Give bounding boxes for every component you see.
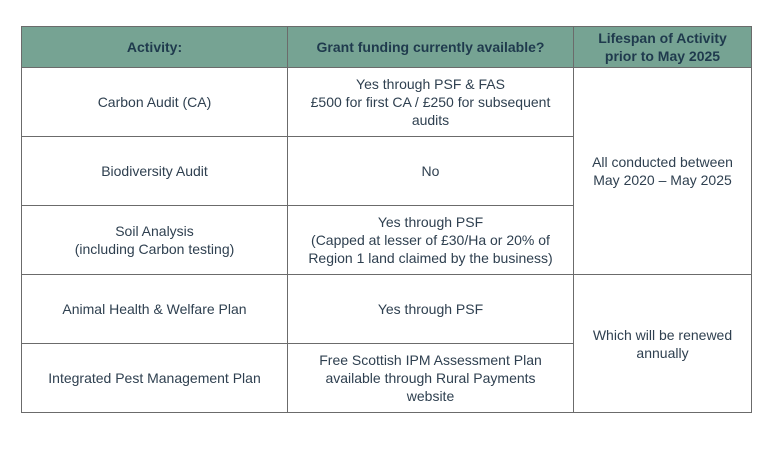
grant-text: available through Rural Payments <box>325 370 536 386</box>
lifespan-text: annually <box>636 344 689 361</box>
header-lifespan-line: prior to May 2025 <box>604 48 721 64</box>
grant-text: £500 for first CA / £250 for subsequent <box>310 94 551 110</box>
activity-text: (including Carbon testing) <box>74 241 235 257</box>
table-header-row <box>22 27 752 68</box>
cell-activity <box>22 68 288 137</box>
activity-text: Biodiversity Audit <box>101 163 208 179</box>
lifespan-text: Which will be renewed <box>592 326 733 343</box>
grant-text: Yes through PSF & FAS <box>356 76 505 92</box>
header-lifespan-line: Lifespan of Activity <box>598 30 727 46</box>
grant-text: No <box>421 163 440 179</box>
cell-activity <box>22 275 288 344</box>
header-activity: Activity: <box>22 27 288 68</box>
grant-text: audits <box>411 112 450 128</box>
grant-text: Yes through PSF <box>377 214 484 230</box>
cell-lifespan-group-1 <box>574 68 752 275</box>
grant-text: website <box>406 388 455 404</box>
cell-activity <box>22 137 288 206</box>
activity-text: Integrated Pest Management Plan <box>48 370 261 386</box>
cell-activity <box>22 206 288 275</box>
table-row <box>22 68 752 137</box>
grant-funding-table <box>21 26 752 413</box>
cell-activity <box>22 344 288 413</box>
cell-grant <box>288 68 574 137</box>
table-row <box>22 275 752 344</box>
activity-text: Soil Analysis <box>115 223 194 239</box>
activity-text: Carbon Audit (CA) <box>97 94 212 110</box>
header-grant-funding: Grant funding currently available? <box>288 27 574 68</box>
grant-text: Free Scottish IPM Assessment Plan <box>319 352 542 368</box>
cell-grant <box>288 275 574 344</box>
cell-grant <box>288 344 574 413</box>
grant-text: (Capped at lesser of £30/Ha or 20% of <box>311 232 550 248</box>
lifespan-text: All conducted between <box>592 154 733 170</box>
grant-text: Yes through PSF <box>377 301 484 317</box>
cell-lifespan-group-2 <box>574 275 752 413</box>
cell-grant <box>288 206 574 275</box>
lifespan-text: May 2020 – May 2025 <box>593 172 732 188</box>
grant-text: Region 1 land claimed by the business) <box>308 250 553 266</box>
activity-text: Animal Health & Welfare Plan <box>62 301 247 317</box>
cell-grant <box>288 137 574 206</box>
header-lifespan <box>574 27 752 68</box>
